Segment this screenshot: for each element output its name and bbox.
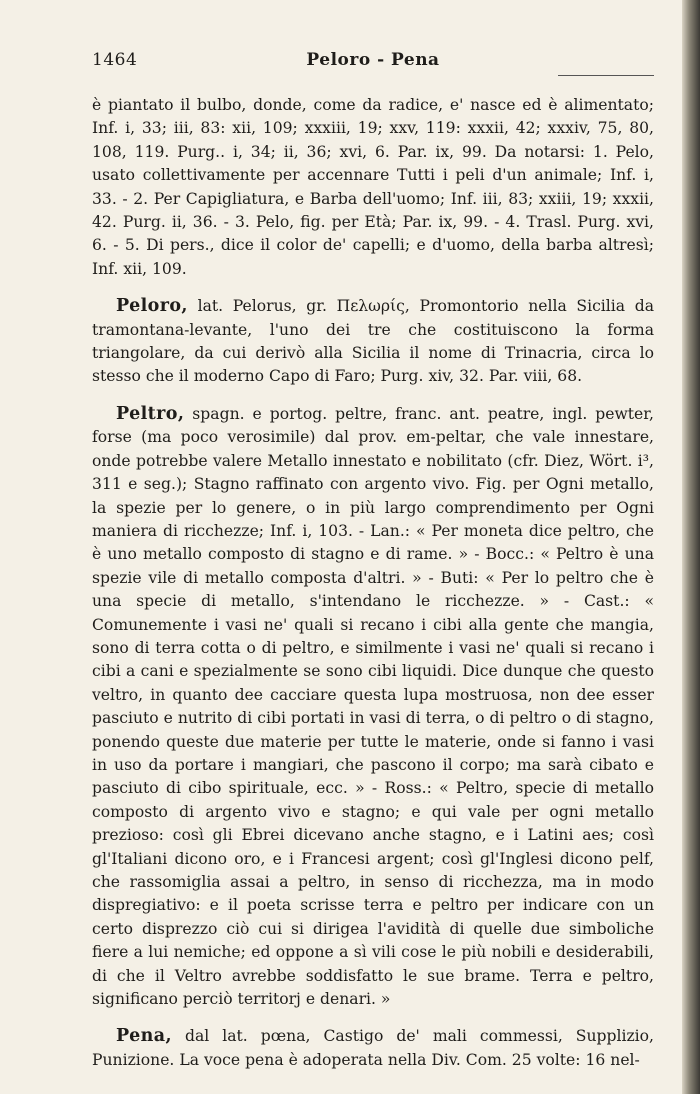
running-title: Peloro - Pena <box>306 50 440 70</box>
entry-text: lat. Pelorus, gr. Πελωρίς, Promontorio nella Sicilia da tramontana-levante, l'uno dei tre che costituiscono la forma triangolare, da cui derivò alla Sicilia il nome di Trinacria, circa lo stesso che il moderno Capo di Faro; Purg. xiv, 32. Par. viii, 68. <box>92 297 654 386</box>
entry-peltro <box>92 403 654 1012</box>
page-header <box>92 44 654 84</box>
page-number: 1464 <box>92 50 138 70</box>
headword: Peloro, <box>116 296 188 317</box>
entry-pelo-continuation <box>92 94 654 281</box>
entry-peloro <box>92 295 654 389</box>
book-spine-edge <box>682 0 700 1094</box>
dictionary-text <box>92 94 654 1086</box>
entry-pena <box>92 1025 654 1072</box>
entry-text: dal lat. pœna, Castigo de' mali commessi, Supplizio, Punizione. La voce pena è adoperata nella Div. Com. 25 volte: 16 nel- <box>92 1027 654 1069</box>
entry-text: spagn. e portog. peltre, franc. ant. peatre, ingl. pewter, forse (ma poco verosimile) dal prov. em-peltar, che vale innestare, onde potrebbe valere Metallo innestato e nobilitato (cfr. Diez, Wört. i³, 311 e seg.); Stagno raffinato con argento vivo. Fig. per Ogni metallo, la spezie per lo genere, o in più largo comprendimento per Ogni maniera di ricchezze; Inf. i, 103. - Lan.: « Per moneta dice peltro, che è uno metallo composto di stagno e di rame. » - Bocc.: « Peltro è una spezie vile di metallo composta d'altri. » - Buti: « Per lo peltro che è una specie di metallo, s'intendano le ricchezze. » - Cast.: « Comunemente i vasi ne' quali si recano i cibi alla gente che mangia, sono di terra cotta o di peltro, e similmente i vasi ne' quali si recano i cibi a cani e spezialmente se sono cibi liquidi. Dice dunque che questo veltro, in quanto dee cacciare questa lupa mostruosa, non dee esser pasciuto e nutrito di cibi portati in vasi di terra, o di peltro o di stagno, ponendo queste due materie per tutte le materie, onde si fanno i vasi in uso da portare i mangiari, che pascono il corpo; ma sarà cibato e pasciuto di cibo spirituale, ecc. » - Ross.: « Peltro, specie di metallo composto di argento vivo e stagno; e qui vale per ogni metallo prezioso: così gli Ebrei dicevano anche stagno, e i Latini aes; così gl'Italiani dicono oro, e i Francesi argent; così gl'Inglesi dicono pelf, che rassomiglia assai a peltro, in senso di ricchezza, ma in modo dispregiativo: e il poeta scrisse terra e peltro per indicare con un certo disprezzo ciò cui si dirigea l'avidità di quelle due simboliche fiere a lui nemiche; ed oppone a sì vili cose le più nobili e desiderabili, di che il Veltro avrebbe soddisfatto le sue brame. Terra e peltro, significano perciò territorj e denari. » <box>92 404 654 1009</box>
header-rule <box>558 75 654 76</box>
headword: Peltro, <box>116 403 185 424</box>
entry-text: è piantato il bulbo, donde, come da radice, e' nasce ed è alimentato; Inf. i, 33; iii, 83: xii, 109; xxxiii, 19; xxv, 119: xxxii, 42; xxxiv, 75, 80, 108, 119. Purg.. i, 34; ii, 36; xvi, 6. Par. ix, 99. Da notarsi: 1. Pelo, usato collettivamente per accennare Tutti i peli d'un animale; Inf. i, 33. - 2. Per Capigliatura, e Barba dell'uomo; Inf. iii, 83; xxiii, 19; xxxii, 42. Purg. ii, 36. - 3. Pelo, fig. per Età; Par. ix, 99. - 4. Trasl. Purg. xvi, 6. - 5. Di pers., dice il color de' capelli; e d'uomo, della barba altresì; Inf. xii, 109. <box>92 96 654 278</box>
headword: Pena, <box>116 1026 172 1047</box>
